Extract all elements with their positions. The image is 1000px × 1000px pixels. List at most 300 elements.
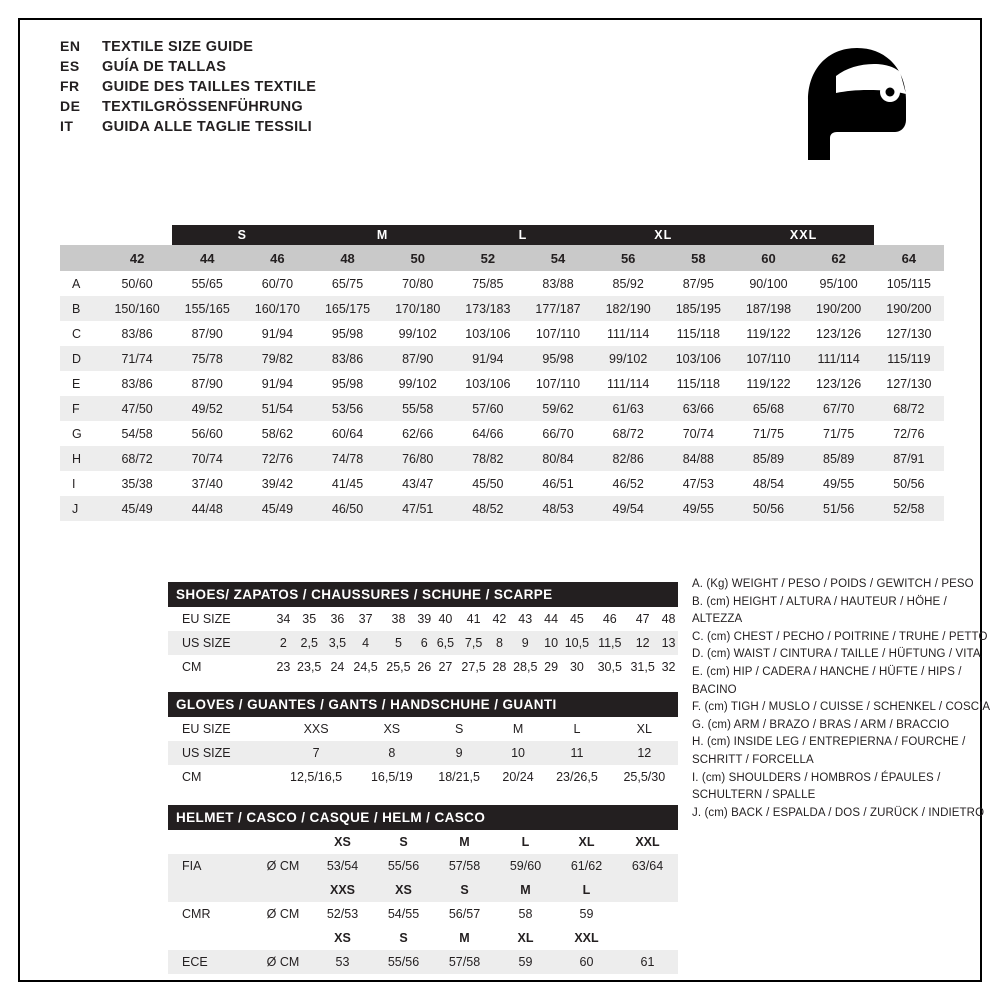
measure-value: 60/70 xyxy=(242,271,312,296)
cell-value: 31,5 xyxy=(626,655,659,679)
helmet-size-head xyxy=(617,926,678,950)
helmet-data-row xyxy=(168,950,678,974)
measure-value: 107/110 xyxy=(733,346,803,371)
table-row xyxy=(168,655,678,679)
helmet-value: 60 xyxy=(556,950,617,974)
cell-value: 12,5/16,5 xyxy=(274,765,358,789)
measure-value: 50/56 xyxy=(733,496,803,521)
cell-value: 6 xyxy=(415,631,434,655)
cell-value: 46 xyxy=(593,607,626,631)
size-guide-page xyxy=(18,18,991,982)
cell-value: 48 xyxy=(659,607,678,631)
measure-value: 111/114 xyxy=(804,346,874,371)
cell-value: 6,5 xyxy=(434,631,457,655)
cell-value: 43 xyxy=(509,607,542,631)
header-row xyxy=(60,38,316,55)
gloves-section xyxy=(168,692,678,789)
shoes-table xyxy=(168,607,678,679)
measure-value: 177/187 xyxy=(523,296,593,321)
numeric-size-cell: 56 xyxy=(593,245,663,271)
measure-value: 119/122 xyxy=(733,371,803,396)
measure-value: 82/86 xyxy=(593,446,663,471)
measure-value: 57/60 xyxy=(453,396,523,421)
measure-value: 83/86 xyxy=(312,346,382,371)
language-code-es: ES xyxy=(60,58,80,74)
measure-value: 49/52 xyxy=(172,396,242,421)
measure-value: 79/82 xyxy=(242,346,312,371)
row-label: US SIZE xyxy=(168,741,274,765)
helmet-head-unit-spacer xyxy=(254,926,312,950)
helmet-value: 56/57 xyxy=(434,902,495,926)
measure-value: 70/80 xyxy=(383,271,453,296)
cell-value: 11 xyxy=(543,741,610,765)
helmet-value: 59/60 xyxy=(495,854,556,878)
measure-value: 37/40 xyxy=(172,471,242,496)
cell-value: 18/21,5 xyxy=(425,765,492,789)
measure-value: 90/100 xyxy=(733,271,803,296)
table-row xyxy=(168,741,678,765)
helmet-size-head: XS xyxy=(312,830,373,854)
measure-value: 49/55 xyxy=(663,496,733,521)
helmet-size-head: XXL xyxy=(617,830,678,854)
cell-value: 28,5 xyxy=(509,655,542,679)
numeric-size-cell: 42 xyxy=(102,245,172,271)
measure-value: 49/54 xyxy=(593,496,663,521)
cell-value: 24 xyxy=(326,655,349,679)
numeric-size-cell: 46 xyxy=(242,245,312,271)
header-row xyxy=(60,58,316,75)
measure-value: 78/82 xyxy=(453,446,523,471)
cell-value: 16,5/19 xyxy=(358,765,425,789)
cell-value: 7 xyxy=(274,741,358,765)
measure-value: 85/89 xyxy=(804,446,874,471)
cell-value: 34 xyxy=(274,607,293,631)
cell-value: 24,5 xyxy=(349,655,382,679)
cell-value: 42 xyxy=(490,607,509,631)
measure-value: 107/110 xyxy=(523,321,593,346)
cell-value: 23,5 xyxy=(293,655,326,679)
cell-value: 9 xyxy=(509,631,542,655)
measure-value: 107/110 xyxy=(523,371,593,396)
helmet-size-head: S xyxy=(373,926,434,950)
measure-value: 83/86 xyxy=(102,371,172,396)
measure-value: 85/89 xyxy=(733,446,803,471)
numeric-size-cell: 44 xyxy=(172,245,242,271)
legend-line: B. (cm) HEIGHT / ALTURA / HAUTEUR / HÖHE / ALTEZZA xyxy=(692,595,947,626)
helmet-size-head: M xyxy=(495,878,556,902)
measure-value: 75/78 xyxy=(172,346,242,371)
cell-value: 13 xyxy=(659,631,678,655)
measure-label: F xyxy=(60,396,102,421)
helmet-value: 57/58 xyxy=(434,950,495,974)
helmet-value: 61 xyxy=(617,950,678,974)
helmet-value: 61/62 xyxy=(556,854,617,878)
cell-value: 5 xyxy=(382,631,415,655)
measure-value: 95/98 xyxy=(312,371,382,396)
measure-value: 173/183 xyxy=(453,296,523,321)
helmet-unit: Ø CM xyxy=(254,854,312,878)
cell-value: 45 xyxy=(560,607,593,631)
measure-value: 87/95 xyxy=(663,271,733,296)
helmet-head-spacer xyxy=(168,926,254,950)
cell-value: 30 xyxy=(560,655,593,679)
measure-value: 99/102 xyxy=(383,371,453,396)
table-row xyxy=(168,765,678,789)
cell-value: 10 xyxy=(542,631,561,655)
cell-value: 26 xyxy=(415,655,434,679)
helmet-unit: Ø CM xyxy=(254,902,312,926)
table-row xyxy=(168,607,678,631)
helmet-value xyxy=(617,902,678,926)
helmet-size-head: M xyxy=(434,830,495,854)
size-band-l: L xyxy=(453,225,593,245)
helmet-size-head: XXL xyxy=(556,926,617,950)
size-band-xxl: XXL xyxy=(733,225,873,245)
cell-value: 8 xyxy=(490,631,509,655)
measure-value: 103/106 xyxy=(663,346,733,371)
measure-value: 46/51 xyxy=(523,471,593,496)
language-code-en: EN xyxy=(60,38,81,54)
cell-value: 23 xyxy=(274,655,293,679)
helmet-standard-label: FIA xyxy=(168,854,254,878)
helmet-value: 53 xyxy=(312,950,373,974)
cell-value: 10 xyxy=(493,741,543,765)
numeric-size-cell: 52 xyxy=(453,245,523,271)
measure-value: 127/130 xyxy=(874,321,944,346)
cell-value: 47 xyxy=(626,607,659,631)
measure-value: 190/200 xyxy=(874,296,944,321)
measure-value: 46/52 xyxy=(593,471,663,496)
helmet-head-row xyxy=(168,830,678,854)
helmet-head-spacer xyxy=(168,830,254,854)
header-titles xyxy=(60,38,316,138)
helmet-value: 59 xyxy=(495,950,556,974)
measure-value: 72/76 xyxy=(242,446,312,471)
legend-line: G. (cm) ARM / BRAZO / BRAS / ARM / BRACCIO xyxy=(692,718,950,731)
helmet-value: 55/56 xyxy=(373,854,434,878)
table-row xyxy=(60,471,944,496)
measure-value: 85/92 xyxy=(593,271,663,296)
measure-value: 87/90 xyxy=(383,346,453,371)
cell-value: 11,5 xyxy=(593,631,626,655)
measure-value: 91/94 xyxy=(242,321,312,346)
measure-value: 103/106 xyxy=(453,371,523,396)
measure-value: 95/98 xyxy=(312,321,382,346)
measure-value: 66/70 xyxy=(523,421,593,446)
shoes-section xyxy=(168,582,678,679)
cell-value: 25,5 xyxy=(382,655,415,679)
numeric-size-cell: 54 xyxy=(523,245,593,271)
table-row xyxy=(168,717,678,741)
measure-label: C xyxy=(60,321,102,346)
table-row xyxy=(168,631,678,655)
textile-size-table xyxy=(60,225,944,521)
numeric-size-cell: 50 xyxy=(383,245,453,271)
cell-value: 38 xyxy=(382,607,415,631)
legend-line: E. (cm) HIP / CADERA / HANCHE / HÜFTE / HIPS / BACINO xyxy=(692,665,962,696)
cell-value: L xyxy=(543,717,610,741)
cell-value: 35 xyxy=(293,607,326,631)
table-row xyxy=(60,421,944,446)
measure-value: 71/74 xyxy=(102,346,172,371)
helmet-value: 53/54 xyxy=(312,854,373,878)
table-row xyxy=(60,296,944,321)
measure-value: 65/75 xyxy=(312,271,382,296)
measure-value: 99/102 xyxy=(383,321,453,346)
title-en: TEXTILE SIZE GUIDE xyxy=(102,39,254,55)
header-row xyxy=(60,118,316,135)
measure-value: 50/60 xyxy=(102,271,172,296)
helmet-standard-label: ECE xyxy=(168,950,254,974)
cell-value: 39 xyxy=(415,607,434,631)
cell-value: 8 xyxy=(358,741,425,765)
measure-value: 47/51 xyxy=(383,496,453,521)
measure-value: 91/94 xyxy=(242,371,312,396)
measure-value: 187/198 xyxy=(733,296,803,321)
measure-value: 35/38 xyxy=(102,471,172,496)
helmet-size-head: S xyxy=(434,878,495,902)
measure-value: 105/115 xyxy=(874,271,944,296)
measure-value: 43/47 xyxy=(383,471,453,496)
legend-line: C. (cm) CHEST / PECHO / POITRINE / TRUHE / PETTO xyxy=(692,630,988,643)
measure-value: 165/175 xyxy=(312,296,382,321)
measure-label: B xyxy=(60,296,102,321)
row-label: EU SIZE xyxy=(168,717,274,741)
measurement-legend xyxy=(692,576,992,822)
measure-value: 95/100 xyxy=(804,271,874,296)
measure-value: 58/62 xyxy=(242,421,312,446)
title-de: TEXTILGRÖSSENFÜHRUNG xyxy=(102,99,303,115)
cell-value: 7,5 xyxy=(457,631,490,655)
numeric-size-cell: 62 xyxy=(804,245,874,271)
measure-value: 55/65 xyxy=(172,271,242,296)
helmet-table xyxy=(168,830,678,974)
numeric-size-cell: 60 xyxy=(733,245,803,271)
measure-value: 61/63 xyxy=(593,396,663,421)
cell-value: 36 xyxy=(326,607,349,631)
header-row xyxy=(60,98,316,115)
helmet-size-head: XXS xyxy=(312,878,373,902)
legend-line: J. (cm) BACK / ESPALDA / DOS / ZURÜCK / INDIETRO xyxy=(692,806,985,819)
legend-line: I. (cm) SHOULDERS / HOMBROS / ÉPAULES / xyxy=(692,771,941,784)
measure-label: J xyxy=(60,496,102,521)
measure-value: 50/56 xyxy=(874,471,944,496)
measure-value: 185/195 xyxy=(663,296,733,321)
measure-label: I xyxy=(60,471,102,496)
helmet-value: 59 xyxy=(556,902,617,926)
measure-value: 87/90 xyxy=(172,321,242,346)
measure-value: 87/90 xyxy=(172,371,242,396)
size-band-s: S xyxy=(172,225,312,245)
measure-value: 63/66 xyxy=(663,396,733,421)
cell-value: 37 xyxy=(349,607,382,631)
language-code-fr: FR xyxy=(60,78,80,94)
helmet-head-unit-spacer xyxy=(254,878,312,902)
helmet-unit: Ø CM xyxy=(254,950,312,974)
helmet-head-row xyxy=(168,878,678,902)
measure-value: 111/114 xyxy=(593,371,663,396)
measure-value: 83/86 xyxy=(102,321,172,346)
measure-value: 39/42 xyxy=(242,471,312,496)
table-row xyxy=(60,346,944,371)
measure-value: 74/78 xyxy=(312,446,382,471)
cell-value: 2,5 xyxy=(293,631,326,655)
cell-value: 3,5 xyxy=(326,631,349,655)
measure-value: 103/106 xyxy=(453,321,523,346)
measure-value: 72/76 xyxy=(874,421,944,446)
measure-value: 80/84 xyxy=(523,446,593,471)
size-band-row xyxy=(60,225,944,245)
helmet-data-row xyxy=(168,902,678,926)
measure-value: 67/70 xyxy=(804,396,874,421)
helmet-value: 58 xyxy=(495,902,556,926)
numeric-spacer xyxy=(60,245,102,271)
measure-value: 119/122 xyxy=(733,321,803,346)
table-row xyxy=(60,396,944,421)
measure-value: 70/74 xyxy=(663,421,733,446)
measure-value: 71/75 xyxy=(733,421,803,446)
helmet-size-head: XS xyxy=(312,926,373,950)
cell-value: 30,5 xyxy=(593,655,626,679)
measure-value: 68/72 xyxy=(874,396,944,421)
measure-value: 54/58 xyxy=(102,421,172,446)
measure-label: G xyxy=(60,421,102,446)
cell-value: XL xyxy=(611,717,678,741)
measure-value: 170/180 xyxy=(383,296,453,321)
helmet-size-head: S xyxy=(373,830,434,854)
gloves-table xyxy=(168,717,678,789)
gloves-title: GLOVES / GUANTES / GANTS / HANDSCHUHE / GUANTI xyxy=(168,692,678,717)
measure-value: 49/55 xyxy=(804,471,874,496)
helmet-size-head: XL xyxy=(495,926,556,950)
measure-value: 45/50 xyxy=(453,471,523,496)
measure-value: 51/56 xyxy=(804,496,874,521)
measure-value: 123/126 xyxy=(804,371,874,396)
cell-value: 29 xyxy=(542,655,561,679)
numeric-size-cell: 64 xyxy=(874,245,944,271)
measure-value: 115/119 xyxy=(874,346,944,371)
helmet-head-unit-spacer xyxy=(254,830,312,854)
measure-value: 123/126 xyxy=(804,321,874,346)
helmet-head-row xyxy=(168,926,678,950)
measure-value: 64/66 xyxy=(453,421,523,446)
helmet-value: 63/64 xyxy=(617,854,678,878)
cell-value: 32 xyxy=(659,655,678,679)
helmet-size-head: L xyxy=(495,830,556,854)
helmet-size-head: M xyxy=(434,926,495,950)
measure-value: 160/170 xyxy=(242,296,312,321)
measure-value: 83/88 xyxy=(523,271,593,296)
legend-line: A. (Kg) WEIGHT / PESO / POIDS / GEWITCH / PESO xyxy=(692,578,974,590)
measure-value: 60/64 xyxy=(312,421,382,446)
measure-value: 190/200 xyxy=(804,296,874,321)
title-it: GUIDA ALLE TAGLIE TESSILI xyxy=(102,119,312,135)
measure-value: 87/91 xyxy=(874,446,944,471)
cell-value: 12 xyxy=(626,631,659,655)
legend-line: SCHRITT / FORCELLA xyxy=(692,753,814,766)
header-row xyxy=(60,78,316,95)
measure-value: 45/49 xyxy=(102,496,172,521)
measure-value: 182/190 xyxy=(593,296,663,321)
table-row xyxy=(60,446,944,471)
cell-value: 44 xyxy=(542,607,561,631)
measure-value: 51/54 xyxy=(242,396,312,421)
cell-value: XS xyxy=(358,717,425,741)
cell-value: 25,5/30 xyxy=(611,765,678,789)
numeric-size-cell: 48 xyxy=(312,245,382,271)
table-row xyxy=(60,371,944,396)
measure-label: A xyxy=(60,271,102,296)
table-row xyxy=(60,271,944,296)
measure-value: 48/52 xyxy=(453,496,523,521)
measure-value: 115/118 xyxy=(663,371,733,396)
measure-value: 115/118 xyxy=(663,321,733,346)
measure-value: 59/62 xyxy=(523,396,593,421)
measure-value: 56/60 xyxy=(172,421,242,446)
helmet-value: 54/55 xyxy=(373,902,434,926)
measure-value: 47/50 xyxy=(102,396,172,421)
measure-value: 48/54 xyxy=(733,471,803,496)
size-band-empty xyxy=(874,225,944,245)
shoes-title: SHOES/ ZAPATOS / CHAUSSURES / SCHUHE / SCARPE xyxy=(168,582,678,607)
size-band-empty xyxy=(102,225,172,245)
measure-value: 75/85 xyxy=(453,271,523,296)
cell-value: 27 xyxy=(434,655,457,679)
cell-value: 12 xyxy=(611,741,678,765)
legend-line: H. (cm) INSIDE LEG / ENTREPIERNA / FOURCHE / xyxy=(692,736,966,749)
cell-value: 28 xyxy=(490,655,509,679)
measure-value: 44/48 xyxy=(172,496,242,521)
cell-value: 20/24 xyxy=(493,765,543,789)
cell-value: 10,5 xyxy=(560,631,593,655)
cell-value: 40 xyxy=(434,607,457,631)
measure-value: 53/56 xyxy=(312,396,382,421)
measure-value: 99/102 xyxy=(593,346,663,371)
cell-value: 9 xyxy=(425,741,492,765)
cell-value: 4 xyxy=(349,631,382,655)
cell-value: S xyxy=(425,717,492,741)
cell-value: 2 xyxy=(274,631,293,655)
helmet-size-head: L xyxy=(556,878,617,902)
measure-value: 68/72 xyxy=(593,421,663,446)
row-label: EU SIZE xyxy=(168,607,274,631)
measure-value: 155/165 xyxy=(172,296,242,321)
helmet-value: 52/53 xyxy=(312,902,373,926)
measure-value: 150/160 xyxy=(102,296,172,321)
helmet-value: 55/56 xyxy=(373,950,434,974)
measure-value: 65/68 xyxy=(733,396,803,421)
helmet-size-head: XL xyxy=(556,830,617,854)
helmet-title: HELMET / CASCO / CASQUE / HELM / CASCO xyxy=(168,805,678,830)
measure-value: 91/94 xyxy=(453,346,523,371)
language-code-de: DE xyxy=(60,98,81,114)
measure-value: 111/114 xyxy=(593,321,663,346)
helmet-standard-label: CMR xyxy=(168,902,254,926)
helmet-section xyxy=(168,805,678,974)
measure-value: 45/49 xyxy=(242,496,312,521)
measure-value: 95/98 xyxy=(523,346,593,371)
title-es: GUÍA DE TALLAS xyxy=(102,59,227,75)
measure-value: 47/53 xyxy=(663,471,733,496)
legend-line: F. (cm) TIGH / MUSLO / CUISSE / SCHENKEL / COSCIA xyxy=(692,701,991,714)
measure-label: D xyxy=(60,346,102,371)
helmet-head-spacer xyxy=(168,878,254,902)
measure-label: E xyxy=(60,371,102,396)
measure-value: 62/66 xyxy=(383,421,453,446)
legend-line: SCHULTERN / SPALLE xyxy=(692,789,816,802)
measure-value: 127/130 xyxy=(874,371,944,396)
helmet-icon xyxy=(792,42,922,172)
